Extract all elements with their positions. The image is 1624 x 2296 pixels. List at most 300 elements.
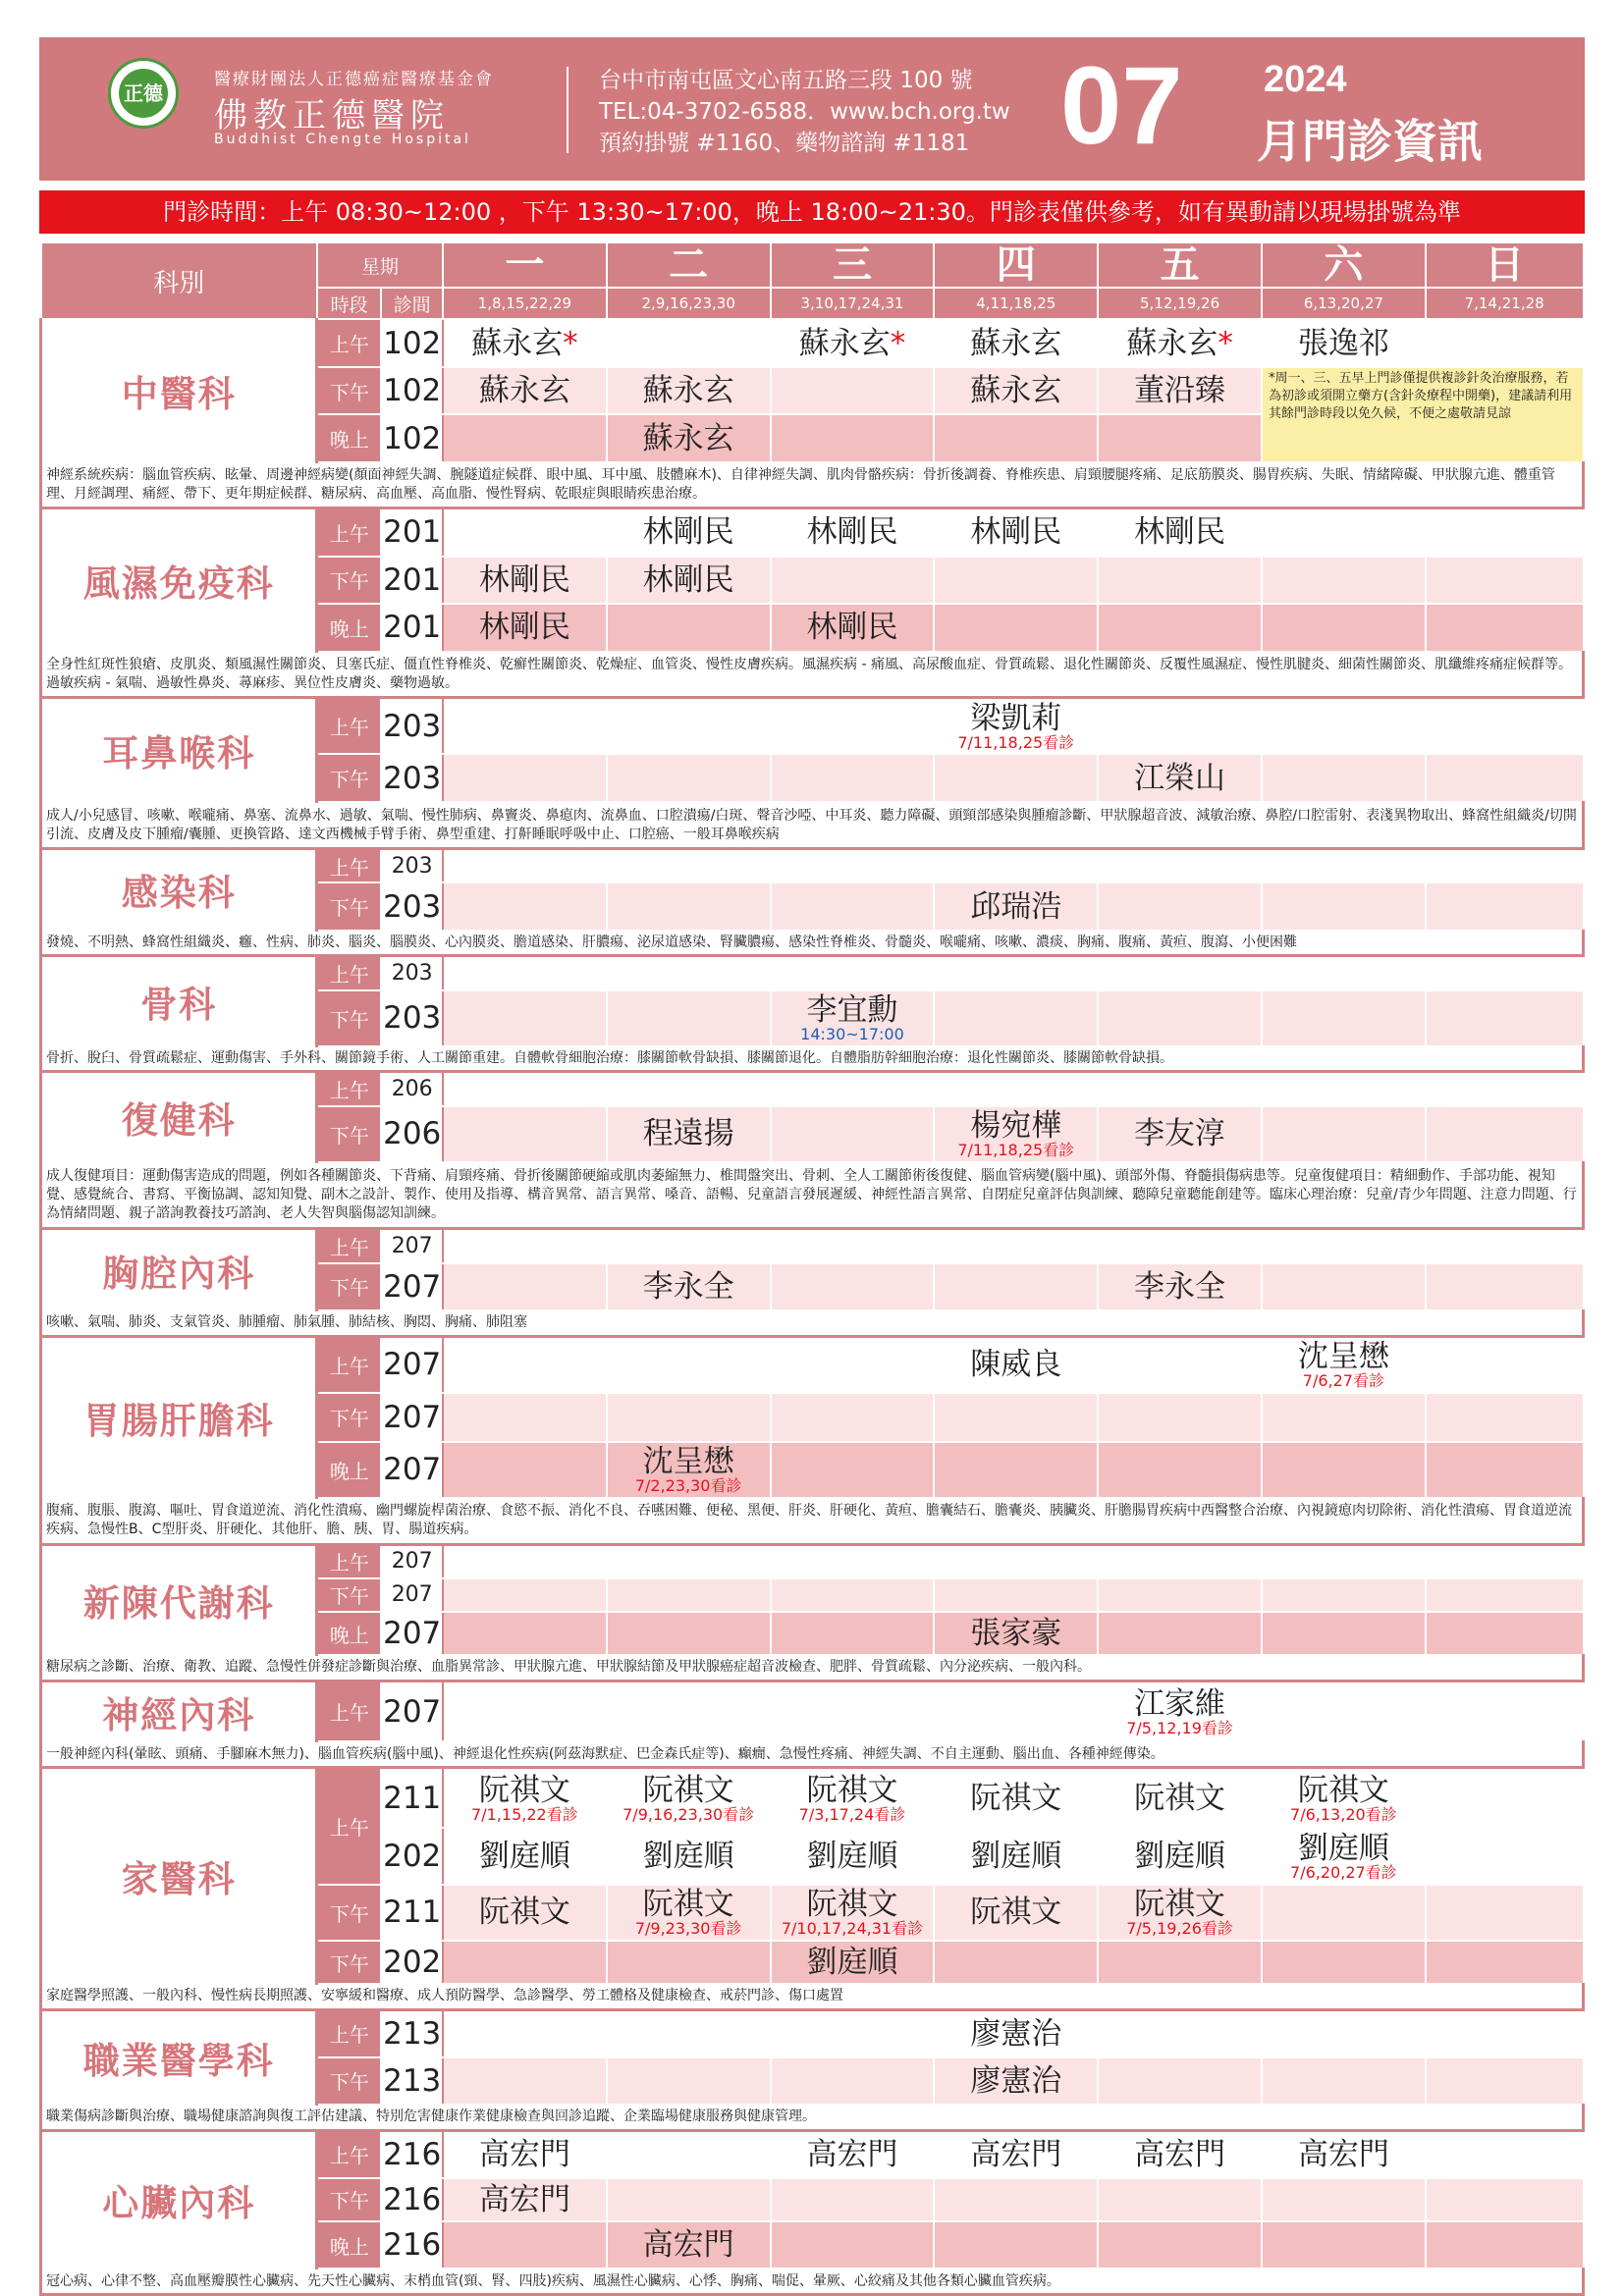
schedule-cell xyxy=(443,2057,607,2106)
period-label: 上午 xyxy=(317,956,381,990)
doctor-name-text: 江家維 xyxy=(1134,1685,1226,1722)
doctor-name xyxy=(1099,1840,1261,1873)
schedule-cell xyxy=(607,2221,771,2269)
room-number: 102 xyxy=(381,319,443,367)
doctor-name-text: 蘇永玄 xyxy=(970,373,1062,409)
schedule-cell xyxy=(443,414,607,462)
doctor-name-text: 林剛民 xyxy=(642,514,734,551)
schedule-cell xyxy=(1426,1106,1584,1162)
room-number: 216 xyxy=(381,2221,443,2269)
schedule-cell xyxy=(934,882,1098,931)
schedule-cell xyxy=(443,990,607,1046)
room-header: 診間 xyxy=(381,288,443,319)
room-number: 206 xyxy=(381,1072,443,1106)
day-dates: 4,11,18,25 xyxy=(934,288,1098,319)
room-number: 213 xyxy=(381,2009,443,2057)
day-header: 六 xyxy=(1262,242,1426,288)
dept-description: 一般神經內科(暈眩、頭痛、手腳麻木無力)、腦血管疾病(腦中風)、神經退化性疾病(阿茲海默症、巴金森氏症等)、癲癇、急慢性疼痛、神經失調、不自主運動、腦出血、各種神經傳染。 xyxy=(41,1741,1584,1767)
schedule-cell xyxy=(1098,2130,1262,2178)
visit-note: 7/10,17,24,31看診 xyxy=(781,1919,924,1939)
doctor-name-text: 林剛民 xyxy=(642,561,734,598)
doctor-name xyxy=(1099,762,1261,795)
schedule-cell xyxy=(771,1681,935,1741)
month-number: 07 xyxy=(1060,44,1183,167)
schedule-cell xyxy=(607,754,771,802)
doctor-name-text: 林剛民 xyxy=(478,561,570,598)
schedule-cell xyxy=(934,1544,1098,1578)
schedule-cell xyxy=(607,1106,771,1162)
schedule-cell xyxy=(1262,508,1426,557)
dept-name: 胃腸肝膽科 xyxy=(41,1336,317,1498)
header xyxy=(39,37,1585,181)
schedule-cell xyxy=(1426,604,1584,652)
star-mark: * xyxy=(563,325,578,361)
dept-name: 復健科 xyxy=(41,1072,317,1162)
schedule-cell xyxy=(1426,1336,1584,1393)
schedule-cell xyxy=(1098,754,1262,802)
doctor-name-text: 程遠揚 xyxy=(642,1116,734,1152)
schedule-cell xyxy=(1262,557,1426,605)
period-label: 下午 xyxy=(317,1885,381,1941)
schedule-cell xyxy=(1426,1828,1584,1884)
room-number: 207 xyxy=(381,1393,443,1442)
schedule-cell xyxy=(607,1578,771,1612)
dept-description: 全身性紅斑性狼瘡、皮肌炎、類風濕性關節炎、貝塞氏症、僵直性脊椎炎、乾癬性關節炎、乾燥症、血管炎、慢性皮膚疾病。風濕疾病 - 痛風、高尿酸血症、骨質疏鬆、退化性關節炎、反覆性風濕症、慢性肌腱炎、細菌性關節炎、肌纖維疼痛症候群等。過敏疾病 - 氣喘、過敏性鼻炎、蕁麻疹、異位性皮膚炎、藥物過敏。 xyxy=(41,652,1584,698)
schedule-cell xyxy=(1098,1393,1262,1442)
doctor-name xyxy=(935,374,1097,407)
dept-name: 胸腔內科 xyxy=(41,1229,317,1310)
schedule-cell xyxy=(1426,2130,1584,2178)
schedule-cell xyxy=(1426,2178,1584,2221)
page-title: 月門診資訊 xyxy=(1257,115,1483,168)
doctor-name xyxy=(772,611,934,644)
schedule-cell xyxy=(934,754,1098,802)
schedule-cell xyxy=(1098,1828,1262,1884)
schedule-cell xyxy=(443,1828,607,1884)
schedule-cell xyxy=(1262,1229,1426,1263)
schedule-cell xyxy=(1426,1612,1584,1655)
schedule-cell xyxy=(607,1885,771,1941)
schedule-cell xyxy=(934,1941,1098,1984)
schedule-cell xyxy=(1426,990,1584,1046)
schedule-cell xyxy=(771,367,935,415)
doctor-name-text: 高宏門 xyxy=(478,2181,570,2217)
schedule-cell xyxy=(934,1072,1098,1106)
schedule-cell xyxy=(1098,990,1262,1046)
schedule-cell xyxy=(1262,1578,1426,1612)
visit-note: 7/9,16,23,30看診 xyxy=(623,1804,755,1824)
schedule-cell xyxy=(1098,1229,1262,1263)
doctor-name-text: 張家豪 xyxy=(970,1616,1062,1652)
schedule-cell xyxy=(443,1578,607,1612)
schedule-cell xyxy=(443,2009,607,2057)
doctor-name xyxy=(1099,1270,1261,1304)
schedule-cell xyxy=(443,1612,607,1655)
schedule-cell xyxy=(1262,1263,1426,1311)
schedule-cell xyxy=(443,754,607,802)
schedule-cell xyxy=(1262,990,1426,1046)
schedule-cell xyxy=(607,319,771,367)
booking-info: 預約掛號 #1160、藥物諮詢 #1181 xyxy=(599,131,970,156)
header-divider xyxy=(567,67,568,153)
doctor-name xyxy=(1099,327,1261,360)
room-number: 207 xyxy=(381,1442,443,1498)
doctor-name xyxy=(444,2183,606,2216)
room-number: 203 xyxy=(381,882,443,931)
doctor-name-text: 蘇永玄 xyxy=(478,373,570,409)
doctor-name xyxy=(1263,327,1425,360)
schedule-cell xyxy=(1098,1612,1262,1655)
doctor-name-text: 阮祺文 xyxy=(1134,1780,1226,1816)
doctor-name-text: 蘇永玄 xyxy=(1126,325,1218,361)
room-number: 207 xyxy=(381,1612,443,1655)
doctor-name-text: 蘇永玄 xyxy=(798,325,891,361)
schedule-cell xyxy=(607,508,771,557)
star-mark: * xyxy=(890,325,906,361)
schedule-cell xyxy=(1262,604,1426,652)
schedule-cell xyxy=(1426,1229,1584,1263)
day-header: 三 xyxy=(771,242,935,288)
hospital-name-en: Buddhist Chengte Hospital xyxy=(214,132,471,147)
visit-note: 7/6,27看診 xyxy=(1302,1371,1384,1391)
schedule-cell xyxy=(607,1544,771,1578)
schedule-cell xyxy=(1426,882,1584,931)
dept-name: 神經內科 xyxy=(41,1681,317,1741)
doctor-name-text: 劉庭順 xyxy=(806,1838,898,1874)
doctor-name-text: 李永全 xyxy=(1134,1268,1226,1305)
schedule-cell xyxy=(771,1544,935,1578)
period-label: 晚上 xyxy=(317,1442,381,1498)
schedule-cell xyxy=(1262,2057,1426,2106)
schedule-cell xyxy=(1098,319,1262,367)
visit-note: 14:30~17:00 xyxy=(800,1025,904,1044)
doctor-name xyxy=(608,374,770,407)
period-label: 下午 xyxy=(317,882,381,931)
schedule-cell xyxy=(607,1681,771,1741)
period-label: 下午 xyxy=(317,1941,381,1984)
dept-description: 成人/小兒感冒、咳嗽、喉嚨痛、鼻塞、流鼻水、過敏、氣喘、慢性肺病、鼻竇炎、鼻瘜肉、流鼻血、口腔潰瘍/白斑、聲音沙啞、中耳炎、聽力障礙、頭頸部感染與腫瘤診斷、甲狀腺超音波、減敏治療、鼻腔/口腔雷射、表淺異物取出、蜂窩性組織炎/切開引流、皮膚及皮下腫瘤/囊腫、更換管路、達文西機械手臂手術、鼻型重建、打鼾睡眠呼吸中止、口腔癌、一般耳鼻喉疾病 xyxy=(41,802,1584,848)
schedule-cell xyxy=(1098,2221,1262,2269)
schedule-cell xyxy=(607,990,771,1046)
schedule-cell xyxy=(771,1229,935,1263)
schedule-cell xyxy=(443,1263,607,1311)
schedule-cell xyxy=(1426,956,1584,990)
schedule-cell xyxy=(1426,754,1584,802)
schedule-cell xyxy=(1098,956,1262,990)
visit-note: 7/2,23,30看診 xyxy=(634,1476,742,1496)
doctor-name-text: 沈呈懋 xyxy=(642,1444,734,1480)
doctor-name-text: 阮祺文 xyxy=(478,1895,570,1931)
schedule-cell xyxy=(607,882,771,931)
schedule-cell xyxy=(1426,1941,1584,1984)
period-label: 下午 xyxy=(317,1393,381,1442)
schedule-cell xyxy=(443,1941,607,1984)
schedule-cell xyxy=(771,319,935,367)
doctor-name xyxy=(1099,374,1261,407)
doctor-name-text: 邱瑞浩 xyxy=(970,888,1062,925)
doctor-name-text: 劉庭順 xyxy=(1134,1838,1226,1874)
doctor-name xyxy=(1099,1888,1261,1921)
schedule-cell xyxy=(1098,414,1262,462)
schedule-cell xyxy=(934,2057,1098,2106)
period-label: 下午 xyxy=(317,557,381,605)
day-header: 一 xyxy=(443,242,607,288)
schedule-cell xyxy=(1098,557,1262,605)
room-number: 211 xyxy=(381,1885,443,1941)
schedule-cell xyxy=(934,1106,1098,1162)
schedule-cell xyxy=(1262,2221,1426,2269)
schedule-cell xyxy=(771,1263,935,1311)
schedule-cell xyxy=(443,1544,607,1578)
schedule-cell xyxy=(1098,1544,1262,1578)
doctor-name-text: 阮祺文 xyxy=(478,1772,570,1808)
schedule-cell xyxy=(1426,848,1584,882)
period-label: 上午 xyxy=(317,1544,381,1578)
schedule-cell xyxy=(934,1828,1098,1884)
weekday-header: 星期 xyxy=(317,242,443,288)
schedule-cell xyxy=(934,508,1098,557)
schedule-cell xyxy=(607,1941,771,1984)
tcm-note: *周一、三、五早上門診僅提供複診針灸治療服務，若為初診或須開立藥方(含針灸療程中開藥)，建議請利用其餘門診時段以免久候，不便之處敬請見諒 xyxy=(1262,367,1584,462)
schedule-cell xyxy=(607,557,771,605)
doctor-name-text: 廖憲治 xyxy=(970,2062,1062,2099)
dept-header: 科別 xyxy=(41,242,317,319)
room-number: 202 xyxy=(381,1828,443,1884)
dept-description: 骨折、脫臼、骨質疏鬆症、運動傷害、手外科、關節鏡手術、人工關節重建。自體軟骨細胞治療：膝關節軟骨缺損、膝關節退化。自體脂肪幹細胞治療：退化性關節炎、膝關節軟骨缺損。 xyxy=(41,1046,1584,1072)
schedule-cell xyxy=(443,1393,607,1442)
schedule-cell xyxy=(1426,1767,1584,1828)
doctor-name xyxy=(608,1445,770,1478)
schedule-cell xyxy=(443,1767,607,1828)
doctor-name xyxy=(935,2138,1097,2171)
schedule-cell xyxy=(934,1578,1098,1612)
schedule-cell xyxy=(1262,848,1426,882)
dept-name: 家醫科 xyxy=(41,1767,317,1984)
doctor-name-text: 劉庭順 xyxy=(1297,1830,1389,1866)
schedule-cell xyxy=(771,1106,935,1162)
doctor-name xyxy=(772,1774,934,1807)
doctor-name xyxy=(608,422,770,455)
day-header: 四 xyxy=(934,242,1098,288)
schedule-cell xyxy=(1426,1544,1584,1578)
doctor-name-text: 高宏門 xyxy=(970,2136,1062,2172)
room-number: 207 xyxy=(381,1544,443,1578)
period-label: 上午 xyxy=(317,319,381,367)
schedule-cell xyxy=(1098,1578,1262,1612)
schedule-cell xyxy=(934,2178,1098,2221)
doctor-name-text: 阮祺文 xyxy=(642,1887,734,1923)
schedule-cell xyxy=(443,557,607,605)
schedule-cell xyxy=(934,1263,1098,1311)
period-label: 上午 xyxy=(317,2130,381,2178)
doctor-name xyxy=(1263,1774,1425,1807)
schedule-cell xyxy=(1262,2009,1426,2057)
schedule-cell xyxy=(1262,2178,1426,2221)
room-number: 203 xyxy=(381,848,443,882)
schedule-cell xyxy=(771,956,935,990)
doctor-name xyxy=(444,327,606,360)
visit-note: 7/6,20,27看診 xyxy=(1290,1862,1397,1882)
schedule-cell xyxy=(607,2130,771,2178)
schedule-cell xyxy=(771,414,935,462)
schedule-cell xyxy=(607,848,771,882)
schedule-cell xyxy=(607,1263,771,1311)
schedule-cell xyxy=(934,2130,1098,2178)
schedule-cell xyxy=(1426,1578,1584,1612)
period-label: 晚上 xyxy=(317,604,381,652)
schedule-cell xyxy=(1098,1442,1262,1498)
period-label: 下午 xyxy=(317,1263,381,1311)
doctor-name xyxy=(608,1270,770,1304)
dept-description: 發燒、不明熱、蜂窩性組織炎、癰、性病、肺炎、腦炎、腦膜炎、心內膜炎、膽道感染、肝膿瘍、泌尿道感染、腎臟膿瘍、感染性脊椎炎、骨髓炎、喉嚨痛、咳嗽、濃痰、胸痛、腹痛、黃疸、腹瀉、小便困難 xyxy=(41,931,1584,956)
schedule-cell xyxy=(443,319,607,367)
hospital-logo-icon xyxy=(108,58,179,129)
doctor-name xyxy=(444,1774,606,1807)
schedule-cell xyxy=(771,1393,935,1442)
schedule-cell xyxy=(443,1885,607,1941)
doctor-name-text: 梁凱莉 xyxy=(970,700,1062,736)
doctor-name-text: 高宏門 xyxy=(806,2136,898,2172)
doctor-name xyxy=(935,2017,1097,2051)
schedule-cell xyxy=(607,414,771,462)
telephone: TEL:04-3702-6588．www.bch.org.tw xyxy=(599,99,1010,125)
doctor-name xyxy=(444,374,606,407)
schedule-cell xyxy=(607,2178,771,2221)
doctor-name-text: 蘇永玄 xyxy=(642,420,734,456)
doctor-name xyxy=(608,1840,770,1873)
schedule-cell xyxy=(1262,1072,1426,1106)
schedule-cell xyxy=(1098,882,1262,931)
period-label: 下午 xyxy=(317,1106,381,1162)
dept-name: 新陳代謝科 xyxy=(41,1544,317,1655)
doctor-name xyxy=(608,1888,770,1921)
schedule-cell xyxy=(934,367,1098,415)
doctor-name xyxy=(608,563,770,597)
schedule-cell xyxy=(1262,1767,1426,1828)
doctor-name xyxy=(444,1896,606,1929)
schedule-cell xyxy=(1098,1941,1262,1984)
doctor-name xyxy=(444,2138,606,2171)
doctor-name-text: 張逸祁 xyxy=(1297,325,1389,361)
dept-description: 腹痛、腹脹、腹瀉、嘔吐、胃食道逆流、消化性潰瘍、幽門螺旋桿菌治療、食慾不振、消化不良、吞嚥困難、便秘、黑便、肝炎、肝硬化、黃疸、膽囊結石、膽囊炎、胰臟炎、肝膽腸胃疾病中西醫整合治療、內視鏡瘜肉切除術、消化性潰瘍、胃食道逆流疾病、急慢性B、C型肝炎、肝硬化、其他肝、膽、胰、胃、腸道疾病。 xyxy=(41,1498,1584,1544)
doctor-name xyxy=(935,515,1097,549)
schedule-cell xyxy=(443,367,607,415)
schedule-cell xyxy=(934,604,1098,652)
doctor-name xyxy=(1099,515,1261,549)
doctor-name-text: 江榮山 xyxy=(1134,760,1226,796)
doctor-name xyxy=(772,1888,934,1921)
dept-name: 職業醫學科 xyxy=(41,2009,317,2105)
schedule-cell xyxy=(607,2057,771,2106)
period-label: 上午 xyxy=(317,1336,381,1393)
org-name: 醫療財團法人正德癌症醫療基金會 xyxy=(214,70,494,89)
visit-note: 7/6,13,20看診 xyxy=(1290,1804,1397,1824)
schedule-cell xyxy=(607,956,771,990)
day-dates: 6,13,20,27 xyxy=(1262,288,1426,319)
doctor-name-text: 李宜勳 xyxy=(806,992,898,1029)
room-number: 207 xyxy=(381,1681,443,1741)
doctor-name xyxy=(1099,1117,1261,1150)
doctor-name-text: 陳威良 xyxy=(970,1347,1062,1383)
doctor-name-text: 蘇永玄 xyxy=(642,373,734,409)
schedule-cell xyxy=(1262,1393,1426,1442)
schedule-cell xyxy=(771,882,935,931)
day-dates: 1,8,15,22,29 xyxy=(443,288,607,319)
schedule-cell xyxy=(771,1828,935,1884)
room-number: 203 xyxy=(381,956,443,990)
doctor-name xyxy=(772,1840,934,1873)
period-label: 下午 xyxy=(317,754,381,802)
doctor-name xyxy=(935,1617,1097,1650)
doctor-name xyxy=(935,1840,1097,1873)
doctor-name-text: 林剛民 xyxy=(1134,514,1226,551)
period-label: 下午 xyxy=(317,1578,381,1612)
day-header: 五 xyxy=(1098,242,1262,288)
dept-description: 職業傷病診斷與治療、職場健康諮詢與復工評估建議、特別危害健康作業健康檢查與回診追蹤、企業臨場健康服務與健康管理。 xyxy=(41,2105,1584,2130)
doctor-name xyxy=(935,890,1097,924)
room-number: 201 xyxy=(381,557,443,605)
dept-name: 風濕免疫科 xyxy=(41,508,317,652)
period-label: 上午 xyxy=(317,1767,381,1884)
doctor-name-text: 高宏門 xyxy=(642,2227,734,2264)
doctor-name xyxy=(772,2138,934,2171)
schedule-cell xyxy=(771,1767,935,1828)
doctor-name-text: 林剛民 xyxy=(806,610,898,646)
schedule-cell xyxy=(1262,319,1426,367)
dept-description: 神經系統疾病：腦血管疾病、眩暈、周邊神經病變(顏面神經失調、腕隧道症候群、眼中風、耳中風、肢體麻木)、自律神經失調、肌肉骨骼疾病：骨折後調養、脊椎疾患、肩頸腰腿疼痛、足底筋膜炎、腸胃疾病、失眠、情緒障礙、甲狀腺亢進、體重管理、月經調理、痛經、帶下、更年期症候群、糖尿病、高血壓、高血脂、慢性腎病、乾眼症與眼睛疾患治療。 xyxy=(41,462,1584,508)
schedule-cell xyxy=(1262,1885,1426,1941)
schedule-cell xyxy=(934,990,1098,1046)
period-label: 下午 xyxy=(317,2178,381,2221)
schedule-cell xyxy=(1098,2057,1262,2106)
doctor-name-text: 李友淳 xyxy=(1134,1116,1226,1152)
period-label: 下午 xyxy=(317,367,381,415)
schedule-cell xyxy=(771,2221,935,2269)
schedule-cell xyxy=(771,1578,935,1612)
schedule-cell xyxy=(1262,1106,1426,1162)
room-number: 213 xyxy=(381,2057,443,2106)
doctor-name-text: 李永全 xyxy=(642,1268,734,1305)
doctor-name xyxy=(935,1348,1097,1381)
schedule-cell xyxy=(1098,1885,1262,1941)
schedule-cell xyxy=(934,1393,1098,1442)
day-dates: 3,10,17,24,31 xyxy=(771,288,935,319)
schedule-cell xyxy=(771,754,935,802)
schedule-cell xyxy=(607,698,771,755)
period-label: 下午 xyxy=(317,990,381,1046)
doctor-name-text: 阮祺文 xyxy=(970,1895,1062,1931)
schedule-cell xyxy=(1426,1681,1584,1741)
schedule-cell xyxy=(1262,1681,1426,1741)
dept-name: 骨科 xyxy=(41,956,317,1046)
schedule-cell xyxy=(1426,2221,1584,2269)
visit-note: 7/1,15,22看診 xyxy=(471,1804,578,1824)
room-number: 207 xyxy=(381,1229,443,1263)
schedule-cell xyxy=(1426,1442,1584,1498)
doctor-name-text: 劉庭順 xyxy=(806,1945,898,1981)
visit-note: 7/11,18,25看診 xyxy=(957,1141,1075,1160)
schedule-cell xyxy=(771,698,935,755)
schedule-cell xyxy=(1426,1885,1584,1941)
day-header: 二 xyxy=(607,242,771,288)
schedule-cell xyxy=(934,1336,1098,1393)
room-number: 211 xyxy=(381,1767,443,1828)
schedule-cell xyxy=(934,1885,1098,1941)
schedule-cell xyxy=(607,1828,771,1884)
doctor-name xyxy=(608,1117,770,1150)
schedule-cell xyxy=(934,1767,1098,1828)
schedule-cell xyxy=(771,508,935,557)
